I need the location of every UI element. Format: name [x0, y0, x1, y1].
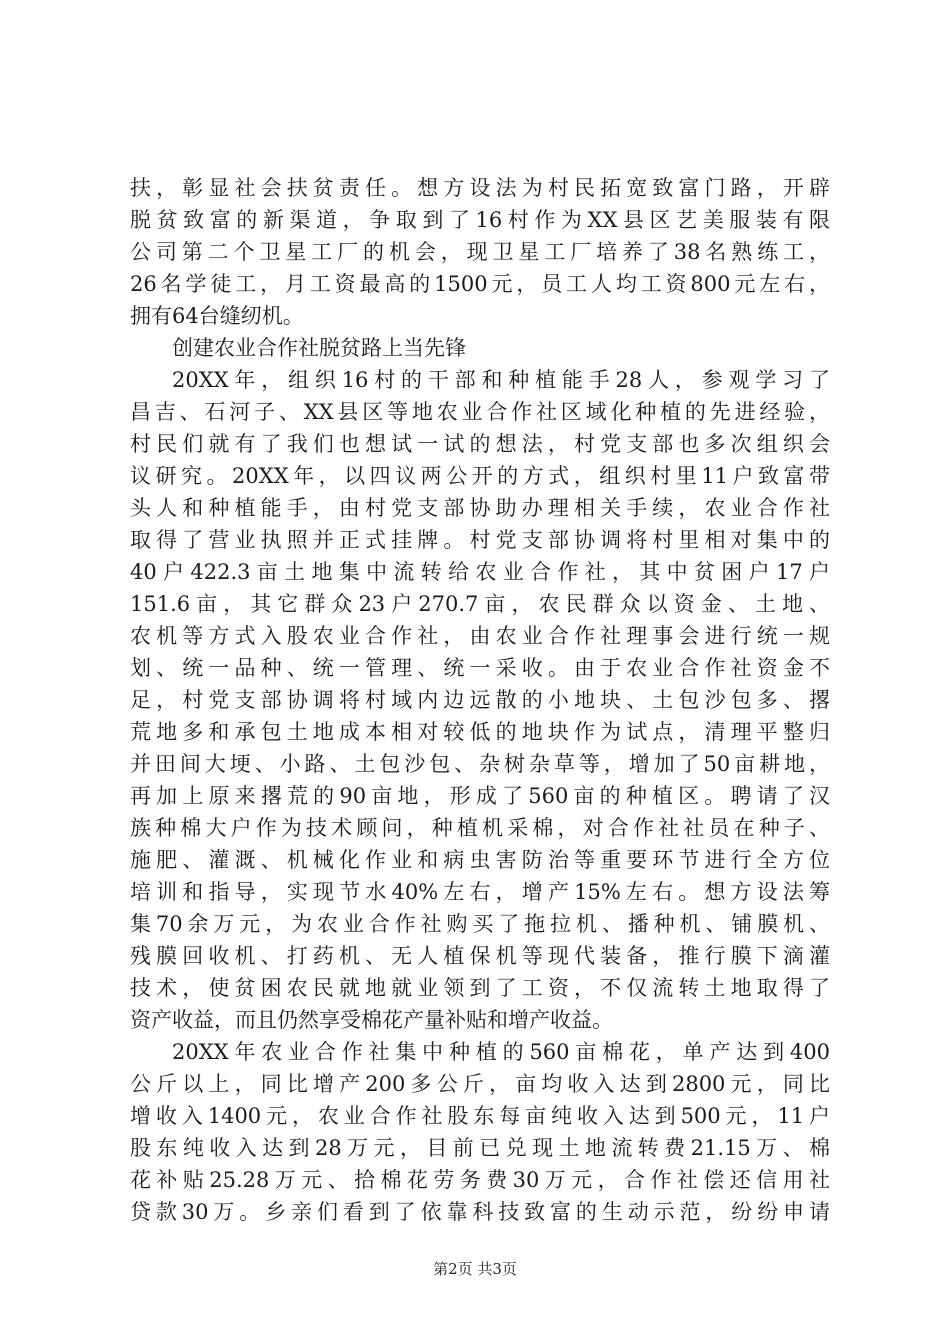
text-line: 公斤以上，同比增产200多公斤，亩均收入达到2800元，同比	[130, 1072, 830, 1096]
text-line: 集70余万元，为农业合作社购买了拖拉机、播种机、铺膜机、	[130, 912, 830, 936]
text-line: 股东纯收入达到28万元，目前已兑现土地流转费21.15万、棉	[130, 1136, 830, 1160]
text-line: 农机等方式入股农业合作社，由农业合作社理事会进行统一规	[130, 624, 830, 648]
body-text	[130, 172, 830, 1228]
text-line: 20XX年农业合作社集中种植的560亩棉花，单产达到400	[172, 1040, 830, 1064]
text-line: 脱贫致富的新渠道，争取到了16村作为XX县区艺美服装有限	[130, 208, 830, 232]
text-line: 培训和指导，实现节水40%左右，增产15%左右。想方设法筹	[130, 880, 830, 904]
page-number-footer: 第2页 共3页	[433, 1260, 517, 1278]
text-line: 村民们就有了我们也想试一试的想法，村党支部也多次组织会	[130, 432, 830, 456]
text-line: 足，村党支部协调将村域内边远散的小地块、土包沙包多、撂	[130, 688, 830, 712]
text-line: 26名学徒工，月工资最高的1500元，员工人均工资800元左右，	[130, 272, 830, 296]
text-line: 头人和种植能手，由村党支部协助办理相关手续，农业合作社	[130, 496, 830, 520]
text-line: 20XX年，组织16村的干部和种植能手28人，参观学习了	[172, 368, 830, 392]
text-line: 公司第二个卫星工厂的机会，现卫星工厂培养了38名熟练工，	[130, 240, 830, 264]
text-line: 增收入1400元，农业合作社股东每亩纯收入达到500元，11户	[130, 1104, 830, 1128]
text-line: 再加上原来撂荒的90亩地，形成了560亩的种植区。聘请了汉	[130, 784, 830, 808]
text-line: 荒地多和承包土地成本相对较低的地块作为试点，清理平整归	[130, 720, 830, 744]
text-line: 花补贴25.28万元、拾棉花劳务费30万元，合作社偿还信用社	[130, 1168, 830, 1192]
text-line: 昌吉、石河子、XX县区等地农业合作社区域化种植的先进经验，	[130, 400, 830, 424]
text-line: 151.6亩，其它群众23户270.7亩，农民群众以资金、土地、	[130, 592, 830, 616]
text-line: 贷款30万。乡亲们看到了依靠科技致富的生动示范，纷纷申请	[130, 1200, 830, 1224]
text-line: 拥有64台缝纫机。	[130, 304, 304, 328]
text-line: 扶，彰显社会扶贫责任。想方设法为村民拓宽致富门路，开辟	[130, 176, 830, 200]
text-line: 族种棉大户作为技术顾问，种植机采棉，对合作社社员在种子、	[130, 816, 830, 840]
text-line: 资产收益，而且仍然享受棉花产量补贴和增产收益。	[130, 1008, 613, 1032]
text-line: 议研究。20XX年，以四议两公开的方式，组织村里11户致富带	[130, 464, 830, 488]
text-line: 并田间大埂、小路、土包沙包、杂树杂草等，增加了50亩耕地，	[130, 752, 830, 776]
section-heading: 创建农业合作社脱贫路上当先锋	[172, 336, 466, 360]
text-line: 划、统一品种、统一管理、统一采收。由于农业合作社资金不	[130, 656, 830, 680]
text-line: 40户422.3亩土地集中流转给农业合作社，其中贫困户17户	[130, 560, 830, 584]
text-line: 技术，使贫困农民就地就业领到了工资，不仅流转土地取得了	[130, 976, 830, 1000]
text-line: 施肥、灌溉、机械化作业和病虫害防治等重要环节进行全方位	[130, 848, 830, 872]
text-line: 取得了营业执照并正式挂牌。村党支部协调将村里相对集中的	[130, 528, 830, 552]
text-line: 残膜回收机、打药机、无人植保机等现代装备，推行膜下滴灌	[130, 944, 830, 968]
